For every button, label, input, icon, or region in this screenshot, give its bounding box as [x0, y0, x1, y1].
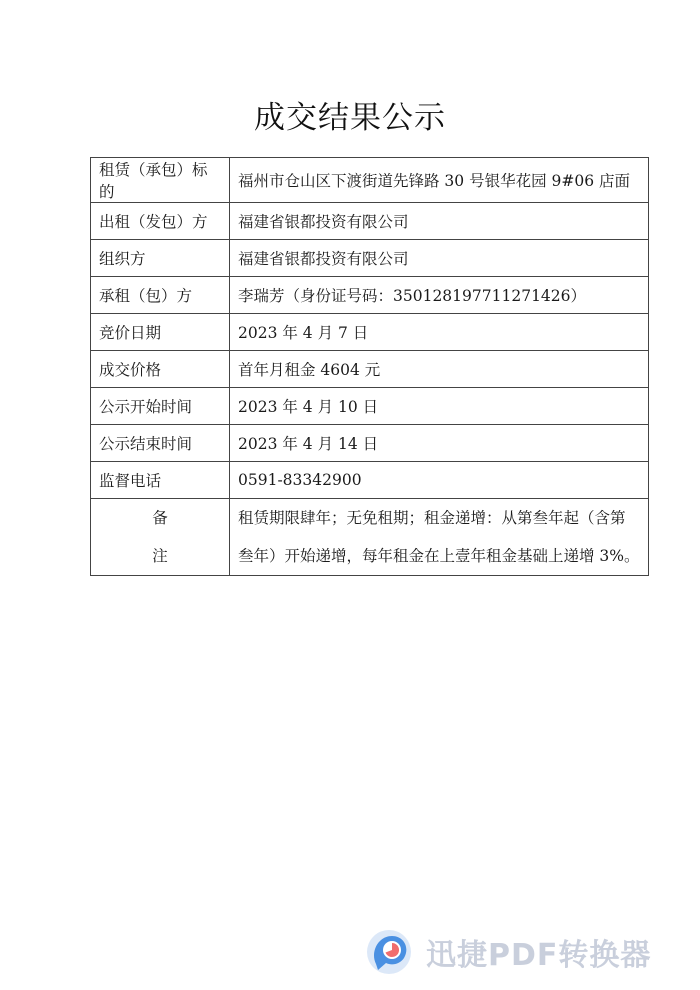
page-title: 成交结果公示 [254, 100, 446, 136]
row-value: 2023 年 4 月 10 日 [230, 388, 649, 425]
row-value: 福州市仓山区下渡街道先锋路 30 号银华花园 9#06 店面 [230, 158, 649, 203]
row-label: 承租（包）方 [91, 277, 230, 314]
table-row [91, 351, 649, 388]
row-value: 李瑞芳（身份证号码：350128197711271426） [230, 277, 649, 314]
watermark [362, 922, 692, 982]
remark-row [91, 499, 649, 576]
table-row [91, 277, 649, 314]
table-row [91, 314, 649, 351]
remark-label [91, 499, 230, 576]
row-label: 成交价格 [91, 351, 230, 388]
pdf-converter-logo-icon [362, 926, 414, 978]
row-label: 监督电话 [91, 462, 230, 499]
table-row [91, 203, 649, 240]
remark-text: 租赁期限肆年；无免租期；租金递增：从第叁年起（含第叁年）开始递增，每年租金在上壹年租金基础上递增 3%。 [230, 499, 649, 576]
table-row [91, 158, 649, 203]
watermark-text: 迅捷PDF转换器 [426, 938, 652, 973]
remark-label-char-2: 注 [152, 547, 168, 565]
row-value: 2023 年 4 月 14 日 [230, 425, 649, 462]
row-label: 竞价日期 [91, 314, 230, 351]
row-label: 出租（发包）方 [91, 203, 230, 240]
row-value: 首年月租金 4604 元 [230, 351, 649, 388]
row-label: 组织方 [91, 240, 230, 277]
row-label: 租赁（承包）标的 [91, 158, 230, 203]
result-table [90, 157, 649, 576]
row-value: 0591-83342900 [230, 462, 649, 499]
table-row [91, 425, 649, 462]
row-value: 2023 年 4 月 7 日 [230, 314, 649, 351]
row-value: 福建省银都投资有限公司 [230, 203, 649, 240]
table-row [91, 462, 649, 499]
row-label: 公示结束时间 [91, 425, 230, 462]
row-value: 福建省银都投资有限公司 [230, 240, 649, 277]
table-row [91, 240, 649, 277]
row-label: 公示开始时间 [91, 388, 230, 425]
table-row [91, 388, 649, 425]
remark-label-char-1: 备 [152, 509, 168, 527]
